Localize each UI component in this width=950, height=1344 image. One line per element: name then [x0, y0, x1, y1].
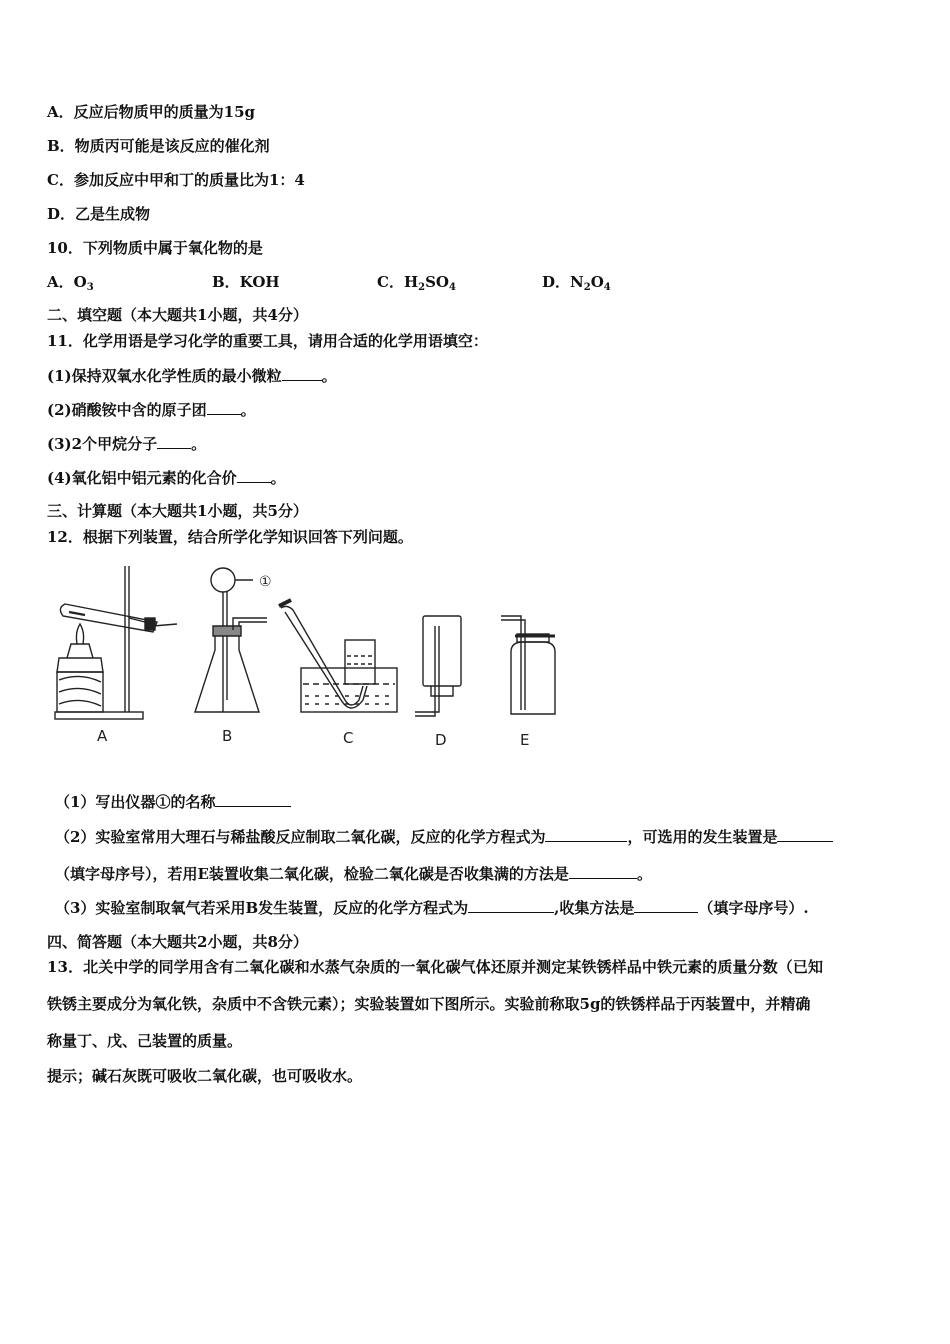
section-2-title: 二、填空题（本大题共1小题，共4分）: [47, 306, 308, 324]
instrument-1-marker: ①: [259, 574, 272, 590]
q13-hint: 提示；碱石灰既可吸收二氧化碳，也可吸收水。: [47, 1067, 363, 1085]
apparatus-a: [55, 566, 177, 719]
label-e: E: [520, 731, 530, 749]
q11-part-2: (2)硝酸铵中含的原子团 。: [47, 401, 256, 419]
q10-option-d: D．$N_2O_4$: [542, 273, 611, 293]
apparatus-b: [195, 568, 267, 712]
q9-option-a: A．反应后物质甲的质量为15g: [47, 103, 256, 121]
q13-line-2: 铁锈主要成分为氧化铁，杂质中不含铁元素）；实验装置如下图所示。实验前称取5g的铁锈样品于丙装置中，并精确: [47, 995, 811, 1013]
section-3-title: 三、计算题（本大题共1小题，共5分）: [47, 502, 308, 520]
section-4-title: 四、简答题（本大题共2小题，共8分）: [47, 933, 308, 951]
label-d: D: [435, 731, 447, 749]
q11-part-4: (4)氧化铝中铝元素的化合价 。: [47, 469, 286, 487]
q10-option-a: A．$O_3$: [47, 273, 94, 293]
q11-stem: 11．化学用语是学习化学的重要工具，请用合适的化学用语填空：: [47, 332, 488, 350]
q11-part-1: (1)保持双氧水化学性质的最小微粒 。: [47, 367, 337, 385]
q10-option-b: B．KOH: [212, 273, 280, 291]
apparatus-c: [279, 600, 397, 712]
q9-option-b: B．物质丙可能是该反应的催化剂: [47, 137, 270, 155]
apparatus-e: [501, 616, 555, 714]
q12-part-2a: （2）实验室常用大理石与稀盐酸反应制取二氧化碳，反应的化学方程式为 ，可选用的发生装置是: [55, 827, 833, 847]
q12-part-1: （1）写出仪器①的名称: [55, 792, 291, 812]
q12-part-2b: （填字母序号），若用E装置收集二氧化碳，检验二氧化碳是否收集满的方法是 。: [55, 865, 652, 883]
q10-option-c: C．$H_2SO_4$: [377, 273, 456, 293]
q9-option-d: D．乙是生成物: [47, 205, 151, 223]
q13-line-1: 13．北关中学的同学用含有二氧化碳和水蒸气杂质的一氧化碳气体还原并测定某铁锈样品中铁元素的质量分数（已知: [47, 958, 824, 976]
label-b: B: [222, 727, 233, 745]
apparatus-d: [415, 616, 461, 716]
q9-option-c: C．参加反应中甲和丁的质量比为1：4: [47, 171, 305, 189]
label-c: C: [343, 729, 354, 747]
q11-part-3: (3)2个甲烷分子 。: [47, 435, 207, 453]
q12-stem: 12．根据下列装置，结合所学化学知识回答下列问题。: [47, 528, 413, 546]
q13-line-3: 称量丁、戊、己装置的质量。: [47, 1032, 243, 1050]
label-a: A: [97, 727, 108, 745]
q10-stem: 10．下列物质中属于氧化物的是: [47, 239, 263, 257]
q12-part-3: （3）实验室制取氧气若采用B发生装置，反应的化学方程式为 ,收集方法是 （填字母序号）.: [55, 899, 809, 917]
apparatus-drawing: [45, 560, 565, 760]
apparatus-figure: [45, 560, 565, 760]
